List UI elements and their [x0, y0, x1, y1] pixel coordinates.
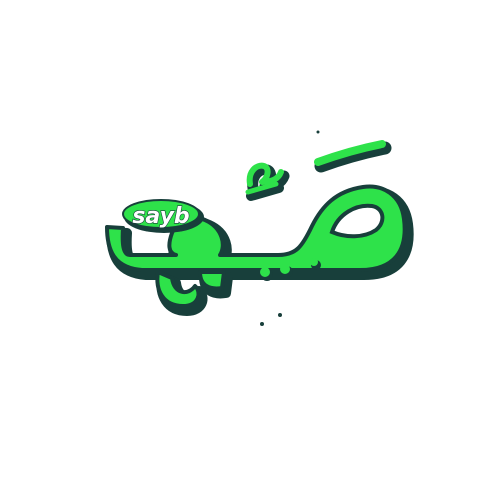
latin-wordmark: sayb: [132, 204, 190, 229]
fatha-mark: [318, 144, 385, 166]
latin-badge: [123, 200, 204, 233]
shadda-mark: [248, 166, 284, 196]
